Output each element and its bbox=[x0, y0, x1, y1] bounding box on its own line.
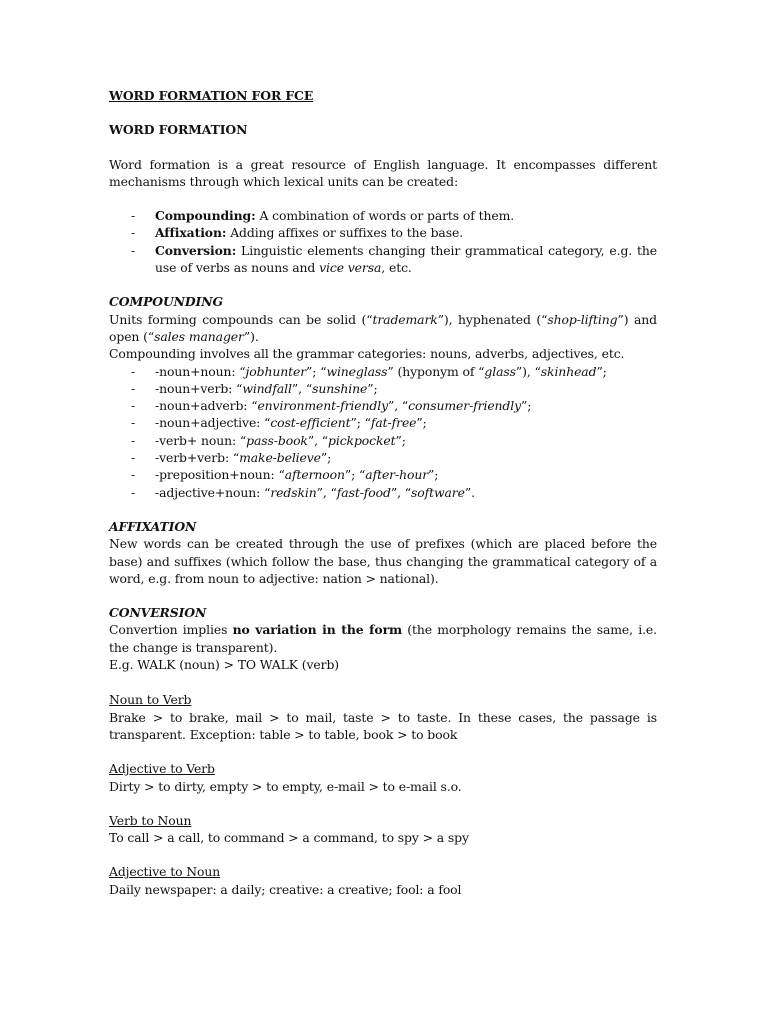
compounding-categories: Compounding involves all the grammar categories: nouns, adverbs, adjectives, etc. bbox=[109, 346, 625, 362]
compound-types-list bbox=[109, 363, 657, 501]
list-item: - -verb+verb: “make-believe”; bbox=[109, 449, 657, 466]
subsection-text: Daily newspaper: a daily; creative: a creative; fool: a fool bbox=[109, 881, 462, 897]
mechanisms-list bbox=[109, 207, 657, 276]
list-item: - -verb+ noun: “pass-book”, “pickpocket”; bbox=[109, 432, 657, 449]
list-item: - Conversion: Linguistic elements changing their grammatical category, e.g. the use of verbs as nouns and vice versa, etc. bbox=[109, 242, 657, 277]
document-title: WORD FORMATION FOR FCE bbox=[109, 88, 314, 103]
intro-paragraph: Word formation is a great resource of English language. It encompasses different mechanisms through which lexical units can be created: bbox=[109, 156, 657, 189]
subsection-text: Dirty > to dirty, empty > to empty, e-mail > to e-mail s.o. bbox=[109, 778, 462, 794]
list-item: - -noun+adjective: “cost-efficient”; “fat-free”; bbox=[109, 414, 657, 431]
list-item: - Affixation: Adding affixes or suffixes to the base. bbox=[109, 224, 657, 241]
section-heading: WORD FORMATION bbox=[109, 122, 248, 138]
list-item: - -adjective+noun: “redskin”, “fast-food”, “software”. bbox=[109, 484, 657, 501]
list-item: - -noun+adverb: “environment-friendly”, “consumer-friendly”; bbox=[109, 397, 657, 414]
subsection-text: Brake > to brake, mail > to mail, taste > to taste. In these cases, the passage is transparent. Exception: table > to table, book > to book bbox=[109, 709, 657, 742]
list-item: - -preposition+noun: “afternoon”; “after-hour”; bbox=[109, 466, 657, 483]
list-item: - Compounding: A combination of words or parts of them. bbox=[109, 207, 657, 224]
conversion-paragraph: Convertion implies no variation in the form (the morphology remains the same, i.e. the change is transparent). bbox=[109, 622, 658, 655]
affixation-heading: AFFIXATION bbox=[109, 518, 197, 534]
subsection-heading-adjective-to-noun: Adjective to Noun bbox=[109, 864, 221, 880]
compounding-heading: COMPOUNDING bbox=[109, 294, 223, 310]
subsection-heading-verb-to-noun: Verb to Noun bbox=[109, 812, 192, 828]
list-item: - -noun+verb: “windfall”, “sunshine”; bbox=[109, 380, 657, 397]
conversion-heading: CONVERSION bbox=[109, 605, 207, 621]
subsection-heading-noun-to-verb: Noun to Verb bbox=[109, 692, 192, 708]
subsection-heading-adjective-to-verb: Adjective to Verb bbox=[109, 761, 215, 777]
document-body bbox=[109, 87, 657, 898]
subsection-text: To call > a call, to command > a command, to spy > a spy bbox=[109, 830, 469, 846]
affixation-paragraph: New words can be created through the use of prefixes (which are placed before the base) and suffixes (which follow the base, thus changing the grammatical category of a word, e.g. from noun to adjective: nation > national). bbox=[109, 536, 657, 586]
list-item: - -noun+noun: “jobhunter”; “wineglass” (hyponym of “glass”), “skinhead”; bbox=[109, 363, 657, 380]
conversion-example: E.g. WALK (noun) > TO WALK (verb) bbox=[109, 657, 340, 673]
compounding-paragraph: Units forming compounds can be solid (“trademark”), hyphenated (“shop-lifting”) and open (“sales manager”). bbox=[109, 311, 657, 344]
